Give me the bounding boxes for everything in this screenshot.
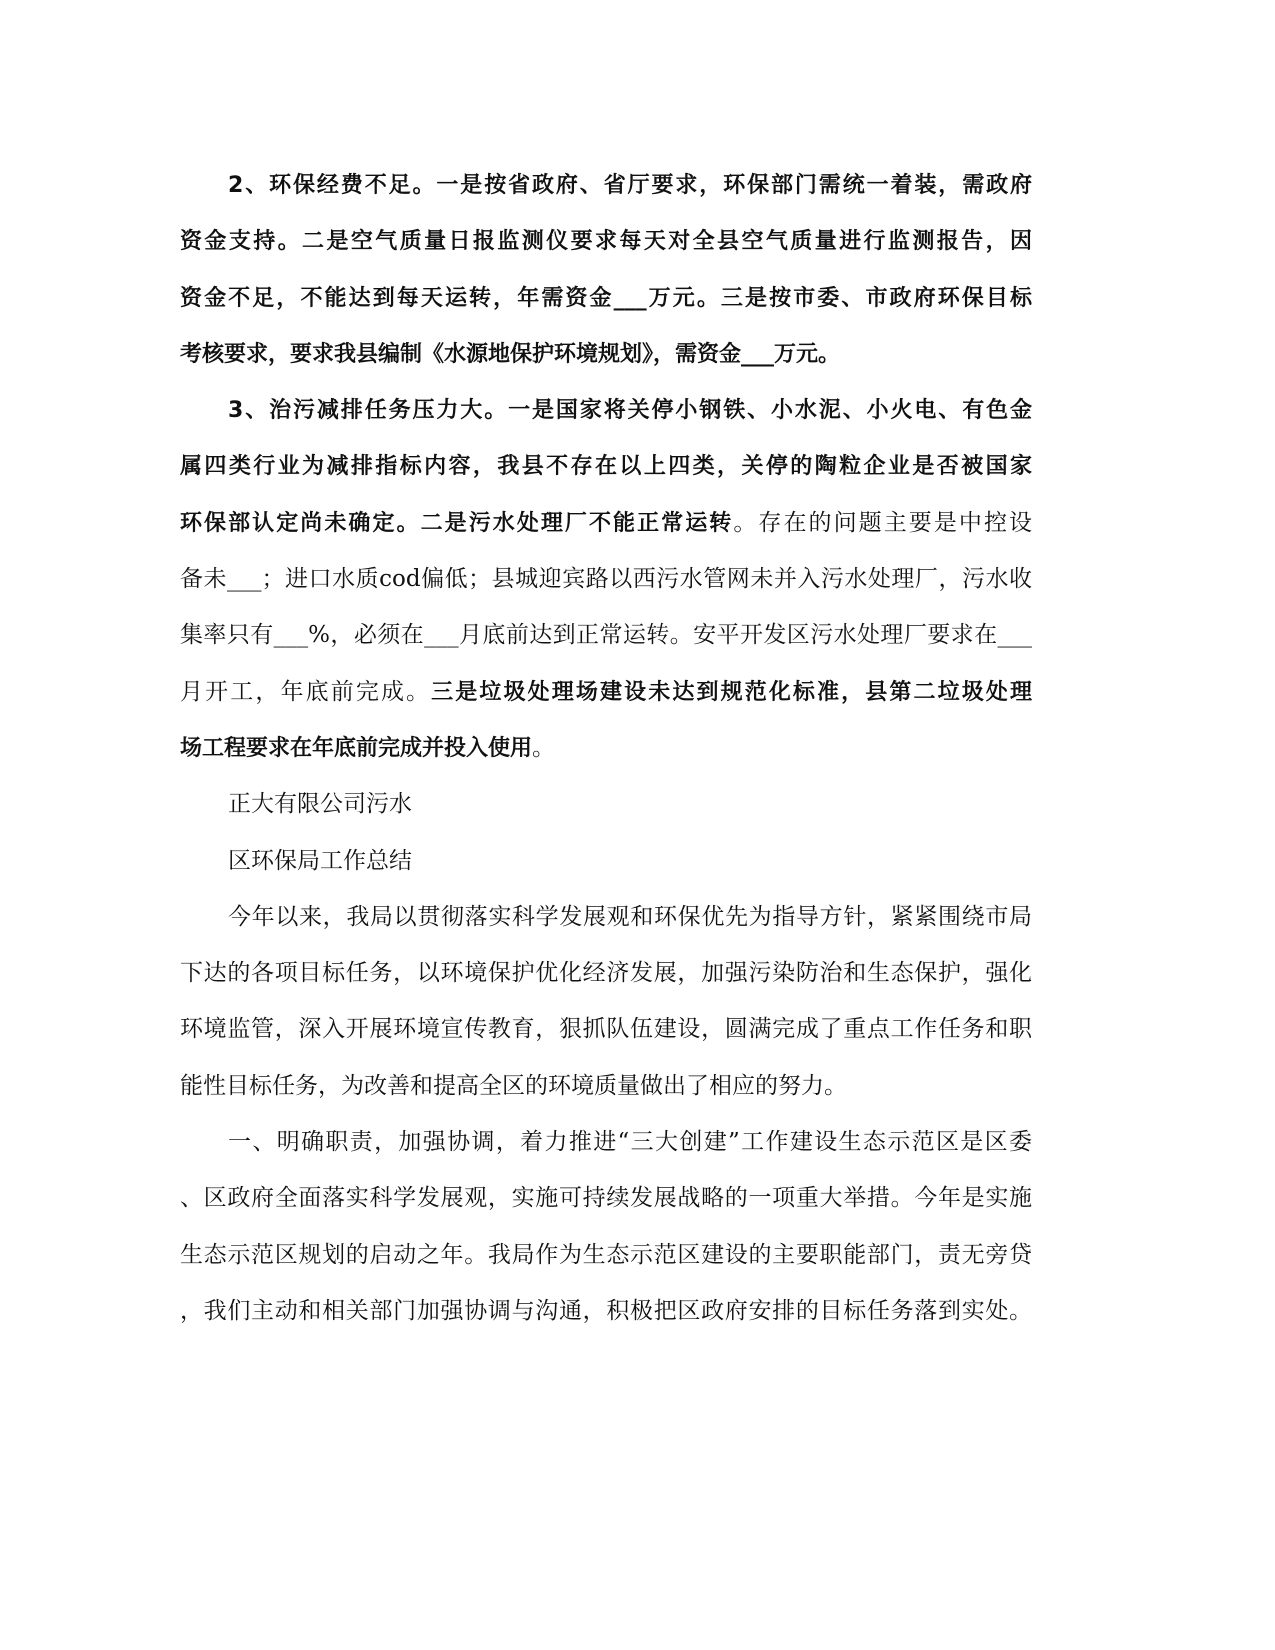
body-text: 能性目标任务，为改善和提高全区的环境质量做出了相应的努力。 <box>180 1072 847 1099</box>
body-text: 。 <box>532 734 556 761</box>
body-text: 、区政府全面落实科学发展观，实施可持续发展战略的一项重大举措。今年是实施 <box>180 1185 1032 1212</box>
text-line <box>180 560 1032 616</box>
bold-text: 2、环保经费不足。一是按省政府、省厅要求，环保部门需统一着装，需政府 <box>228 173 1032 198</box>
bold-text: 场工程要求在年底前完成并投入使用 <box>180 735 533 761</box>
body-text: 集率只有___%，必须在___月底前达到正常运转。安平开发区污水处理厂要求在___ <box>180 622 1032 649</box>
text-line <box>180 279 1032 335</box>
bold-text: 环保部认定尚未确定。二是污水处理厂不能正常运转 <box>180 510 734 536</box>
text-line <box>180 1179 1032 1235</box>
text-line <box>180 729 1032 785</box>
body-text: 环境监管，深入开展环境宣传教育，狠抓队伍建设，圆满完成了重点工作任务和职 <box>180 1016 1032 1043</box>
body-text: 正大有限公司污水 <box>228 791 412 818</box>
body-text: 。存在的问题主要是中控设 <box>733 509 1033 536</box>
text-line <box>180 1292 1032 1348</box>
text-line <box>180 504 1032 560</box>
text-line <box>180 391 1032 447</box>
body-text: 下达的各项目标任务，以环境保护优化经济发展，加强污染防治和生态保护，强化 <box>180 960 1032 987</box>
text-line <box>180 166 1032 222</box>
text-line <box>180 898 1032 954</box>
text-line <box>180 673 1032 729</box>
document-body <box>180 166 1032 1348</box>
body-text: 备未___；进口水质cod偏低；县城迎宾路以西污水管网未并入污水处理厂，污水收 <box>180 566 1032 593</box>
text-line <box>180 1236 1032 1292</box>
text-line <box>180 1010 1032 1066</box>
body-text: 今年以来，我局以贯彻落实科学发展观和环保优先为指导方针，紧紧围绕市局 <box>228 903 1032 930</box>
bold-text: 三是垃圾处理场建设未达到规范化标准，县第二垃圾处理 <box>431 679 1032 705</box>
body-text: 一、明确职责，加强协调，着力推进“三大创建”工作建设生态示范区是区委 <box>228 1129 1032 1156</box>
body-text: ，我们主动和相关部门加强协调与沟通，积极把区政府安排的目标任务落到实处。 <box>180 1297 1032 1324</box>
bold-text: 3、治污减排任务压力大。一是国家将关停小钢铁、小水泥、小火电、有色金 <box>228 398 1032 424</box>
text-line <box>180 335 1032 391</box>
body-text: 生态示范区规划的启动之年。我局作为生态示范区建设的主要职能部门，责无旁贷 <box>180 1241 1032 1268</box>
bold-text: 资金支持。二是空气质量日报监测仪要求每天对全县空气质量进行监测报告，因 <box>180 229 1032 255</box>
text-line <box>180 842 1032 898</box>
text-line <box>180 954 1032 1010</box>
body-text: 区环保局工作总结 <box>228 847 412 874</box>
bold-text: 考核要求，要求我县编制《水源地保护环境规划》，需资金___万元。 <box>180 341 841 367</box>
text-line <box>180 222 1032 278</box>
text-line <box>180 785 1032 841</box>
bold-text: 资金不足，不能达到每天运转，年需资金___万元。三是按市委、市政府环保目标 <box>180 285 1032 311</box>
bold-text: 属四类行业为减排指标内容，我县不存在以上四类，关停的陶粒企业是否被国家 <box>180 454 1032 480</box>
text-line <box>180 1123 1032 1179</box>
text-line <box>180 616 1032 672</box>
text-line <box>180 1067 1032 1123</box>
text-line <box>180 447 1032 503</box>
body-text: 月开工，年底前完成。 <box>180 678 432 705</box>
